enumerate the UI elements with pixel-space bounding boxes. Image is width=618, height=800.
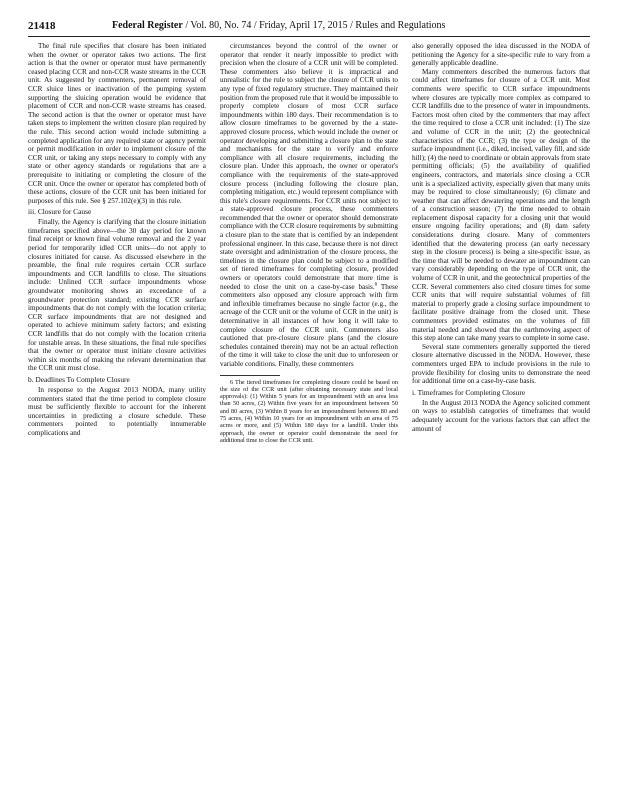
footnote-reference: 6	[374, 282, 378, 288]
paragraph: In the August 2013 NODA the Agency solicited comment on ways to establish categories of timeframes that would adequately account for the various factors that can affect the amount of	[412, 398, 590, 433]
paragraph: The final rule specifies that closure has been initiated when the owner or operator takes two actions. The first action is that the owner or operator must have permanently ceased placing CCR and non-CCR waste streams in the CCR unit. As suggested by commenters, permanent removal of CCR sluice lines or inactivation of the pumping system supporting the sluicing operation would be evidence that placement of CCR and non-CCR waste streams has ceased. The second action is that the owner or operator must have taken steps to implement the written closure plan required by the rule. This second action would include submitting a completed application for any required state or agency permit or permit modification in order to implement closure of the CCR unit, or taking any steps necessary to comply with any state or other agency standards or regulations that are a prerequisite to initiating or completing the closure of the CCR unit. Once the owner or operator has completed both of these actions, closure of the CCR unit has been initiated for purposes of this rule. See § 257.102(e)(3) in this rule.	[28, 42, 206, 205]
page-number: 21418	[28, 20, 56, 32]
column-left	[28, 42, 206, 792]
paragraph: also generally opposed the idea discussed in the NODA of petitioning the Agency for a site-specific rule to vary from a generally applicable deadline.	[412, 42, 590, 68]
paragraph-text: circumstances beyond the control of the owner or operator that render it nearly impossible to predict with precision when the closure of a CCR unit will be completed. These commenters also believe it is impractical and unrealistic for the rule to subject the closure of CCR units to any type of fixed regulatory structure. They maintained their position from the proposed rule that it would be impossible to properly complete closure of most CCR surface impoundments within 180 days. Their recommendation is to allow closure timeframes to be governed by the a state-approved closure process, which would include the owner or operator developing and submitting a closure plan to the state and mechanisms for the state to verify and enforce compliance with all closure requirements, including the closure plan. Under this approach, the owner or operator's compliance with the requirements of the state-approved closure process (including following the closure plan, completing mitigation, etc.) would represent compliance with this rule's closure requirements. For CCR units not subject to a state-approved closure process, these commenters recommended that the owner or operator should demonstrate compliance with the CCR closure requirements by submitting a closure plan to the state that is certified by an independent professional engineer. In this case, because there is not direct state oversight and administration of the closure process, the timelines in the closure plan could be subject to a modified set of tiered timeframes for completing closure, provided owners or operators could demonstrate that more time is needed to close the unit on a case-by-case basis.	[220, 42, 398, 291]
paragraph	[220, 42, 398, 369]
running-head-issue: / Vol. 80, No. 74 / Friday, April 17, 2015 / Rules and Regulations	[185, 20, 446, 31]
page-header	[28, 18, 590, 34]
paragraph: Finally, the Agency is clarifying that the closure initiation timeframes specified above—the 30 day period for known final receipt or known final volume removal and the 2 year period for temporarily idled CCR units—do not apply to closures initiated for cause. As discussed elsewhere in the preamble, the final rule requires certain CCR surface impoundments and CCR landfills to close. The situations include: Unlined CCR surface impoundments whose groundwater monitoring shows an exceedance of a groundwater protection standard; existing CCR surface impoundments that do not comply with the location criteria; CCR surface impoundments that are not designed and operated to achieve minimum safety factors; and existing CCR landfills that do not comply with the location criteria for unstable areas. In these situations, the final rule specifies that the owner or operator must initiate closure activities within six months of making the relevant determination that the CCR unit must close.	[28, 218, 206, 373]
section-heading: i. Timeframes for Completing Closure	[412, 387, 526, 397]
section-heading: iii. Closure for Cause	[28, 207, 92, 217]
paragraph: In response to the August 2013 NODA, many utility commenters stated that the time period to complete closure must be sufficiently flexible to account for the inherent uncertainties in predicting a closure schedule. These commenters pointed to potentially innumerable complications and	[28, 385, 206, 437]
paragraph: Many commenters described the numerous factors that could affect timeframes for closure of a CCR unit. Most comments were specific to CCR surface impoundments where closures are typically more complex as compared to CCR landfills due to the presence of water in impoundments. Factors most often cited by the commenters that may affect the time required to close a CCR unit included: (1) The size and volume of CCR in the unit; (2) the geotechnical characteristics of the CCR; (3) the type or design of the surface impoundment (i.e., diked, incised, valley fill, and side hill); (4) the need to coordinate or obtain approvals from state permitting officials; (5) the availability of qualified engineers, contractors, and materials since closing a CCR unit is a specialized activity, especially given that many units may be required to close simultaneously; (6) climate and weather that can affect dewatering operations and the length of a construction season; (7) the time needed to obtain replacement disposal capacity for a closing unit that would ensure ongoing facility operations; and (8) dam safety considerations during closure. Many of commenters identified that the dewatering process (an early necessary step in the closure process) is being a site-specific issue, as the time that will be needed to dewater an impoundment can vary considerably depending on the type of CCR unit, the volume of CCR in unit, and the geotechnical properties of the CCR. Several commenters also cited closure times for some CCR units that will require substantial volumes of fill material to properly grade a closing surface impoundment to facilitate positive drainage from the closed unit. These commenters provided estimates on the volumes of fill material needed and showed that the earthmoving aspect of this step alone can take many years to complete in some case.	[412, 67, 590, 343]
column-right	[412, 42, 590, 792]
paragraph-text: These commenters also opposed any closure approach with firm and inflexible timeframes because no single factor (e.g., the acreage of the CCR unit or the volume of CCR in the unit) is determinative in all instances of how long it will take to complete closure of the CCR unit. Commenters also cautioned that pre-closure closure plans (and the closure schedules contained therein) may not be an actual reflection of the time it will take to close the unit due to unforeseen or variable conditions. Finally, these commenters	[220, 282, 398, 368]
footnote-rule	[220, 375, 280, 376]
column-middle	[220, 42, 398, 792]
header-rule	[28, 36, 590, 37]
running-head	[112, 18, 590, 34]
paragraph: Several state commenters generally supported the tiered closure alternative discussed in the NODA. However, these commenters urged EPA to include provisions in the rule to provide flexibility for closing units to demonstrate the need for additional time on a case-by-case basis.	[412, 342, 590, 386]
section-heading: b. Deadlines To Complete Closure	[28, 374, 130, 384]
running-head-publication: Federal Register	[112, 20, 183, 31]
footnote: 6 The tiered timeframes for completing closure could be based on the size of the CCR unit (after obtaining necessary state and local approvals): (1) Within 5 years for an impoundment with an area less than 50 acres, (2) Within five years for an impoundment between 50 and 80 acres, (3) Within 8 years for an impoundment between 80 and 75 acres, (4) Within 10 years for an impoundment with an area of 75 acres or more, and (5) Within 180 days for a landfill. Under this approach, the owner or operator could demonstrate the need for additional time to close the CCR unit.	[220, 378, 398, 444]
